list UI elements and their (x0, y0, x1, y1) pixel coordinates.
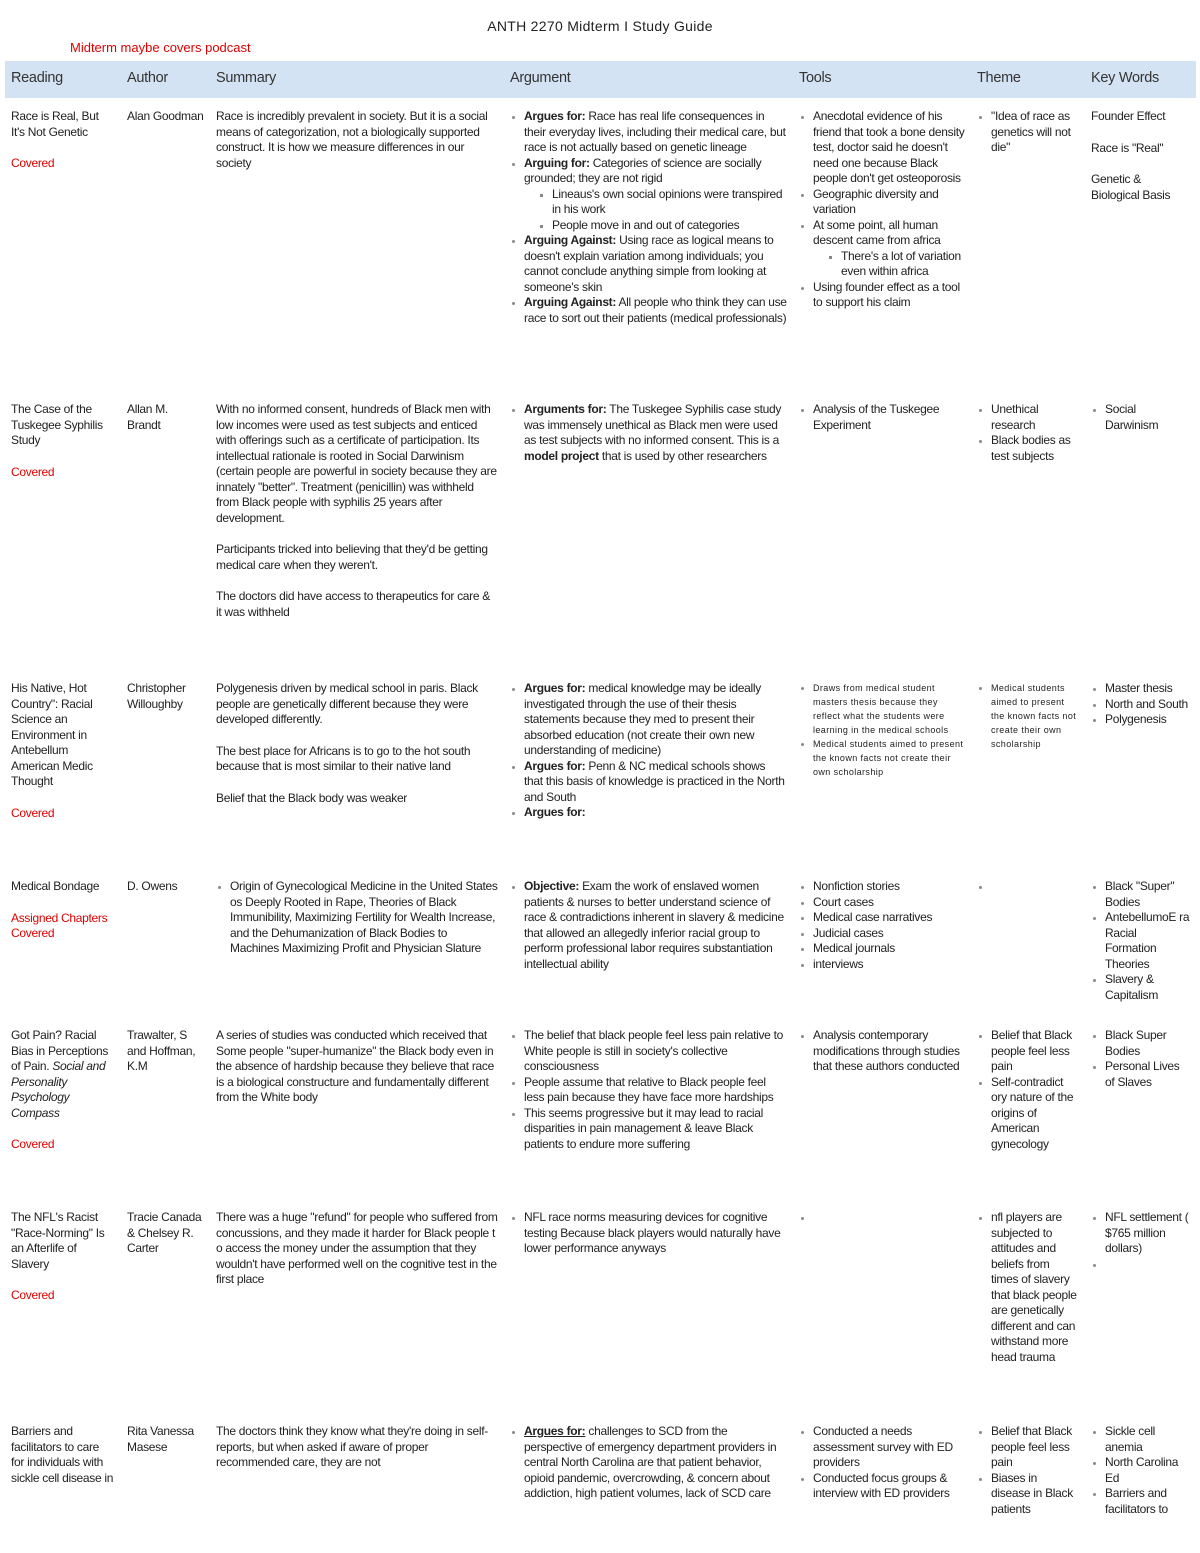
reading-cell (5, 391, 121, 670)
reading-cell (5, 98, 121, 391)
argument-item: • The belief that black people feel less pain relative to White people is still in society's collective consciousness (524, 1028, 787, 1075)
tools-text: At some point, all human descent came from africa (813, 217, 941, 247)
summary-text: The doctors think they know what they're doing in self-reports, but when asked if aware of proper recommended care, they are not (216, 1424, 488, 1469)
argument-cell (504, 868, 793, 1017)
keywords-cell (1085, 670, 1196, 868)
reading-title: Medical Bondage (11, 879, 100, 893)
tools-item: • Medical journals (813, 941, 965, 957)
author-cell: Tracie Canada & Chelsey R. Carter (127, 1210, 202, 1255)
tools-item: • Analysis of the Tuskegee Experiment (813, 402, 965, 433)
summary-cell (210, 1199, 504, 1413)
theme-item: • Belief that Black people feel less pain (991, 1028, 1079, 1075)
summary-text: Belief that the Black body was weaker (216, 790, 408, 805)
theme-cell (971, 868, 1085, 1017)
argument-text: Race has real life consequences in their everyday lives, including their medical care, but race is not actually based on genetic lineage (524, 109, 786, 154)
status-label: Covered (11, 1288, 55, 1302)
theme-cell (971, 1199, 1085, 1413)
summary-cell (210, 98, 504, 391)
theme-item: • Medical students aimed to present the known facts not create their own scholarship (991, 681, 1079, 751)
argument-item (524, 879, 787, 972)
argument-cell (504, 1413, 793, 1517)
keyword: • AntebellumoE ra Racial Formation Theories (1105, 910, 1190, 972)
tools-item: • Anecdotal evidence of his friend that took a bone density test, doctor said he doesn't need one because Black people don't get osteoporosis (813, 109, 965, 187)
reading-cell (5, 1199, 121, 1413)
argument-emphasis: model project (524, 448, 599, 463)
argument-item (524, 805, 787, 821)
theme-cell (971, 98, 1085, 391)
summary-cell (210, 391, 504, 670)
keywords-cell (1085, 391, 1196, 670)
summary-cell (210, 1017, 504, 1199)
col-header-summary: Summary (210, 61, 504, 98)
col-header-tools: Tools (793, 61, 971, 98)
argument-label: Argues for: (524, 681, 586, 695)
argument-label: Arguments for: (524, 402, 607, 416)
study-guide-table (5, 61, 1196, 1517)
keyword: • Social Darwinism (1105, 402, 1190, 433)
keyword: • Personal Lives of Slaves (1105, 1059, 1190, 1090)
tools-cell (793, 98, 971, 391)
author-cell: D. Owens (127, 879, 178, 893)
summary-cell (210, 868, 504, 1017)
argument-item (524, 681, 787, 759)
status-label: Covered (11, 805, 55, 820)
tools-cell (793, 391, 971, 670)
theme-cell (971, 1017, 1085, 1199)
theme-item (991, 879, 1079, 895)
author-cell: Rita Vanessa Masese (127, 1424, 194, 1454)
argument-text: All people who think they can use race to sort out their patients (medical professionals) (524, 295, 787, 325)
argument-item: • This seems progressive but it may lead to racial disparities in pain management & leave Black patients to endure more suffering (524, 1106, 787, 1153)
argument-item (524, 109, 787, 156)
summary-item: • Origin of Gynecological Medicine in the United States os Deeply Rooted in Rape, Theories of Black Immunibility, Maximizing Fertility for Wealth Increase, and the Dehumanization of Black Bodies to Machines Maximizing Profit and Physician Slature (230, 879, 498, 957)
argument-subitem: ▪ Lineaus's own social opinions were transpired in his work (552, 187, 787, 218)
tools-cell (793, 868, 971, 1017)
status-label: Covered (11, 1137, 55, 1151)
summary-text: Polygenesis driven by medical school in paris. Black people are genetically different because they were developed differently. (216, 681, 478, 726)
argument-item (524, 1424, 787, 1502)
tools-item: • Court cases (813, 895, 965, 911)
keywords-cell (1085, 98, 1196, 391)
header-row (5, 61, 1196, 98)
tools-cell (793, 1413, 971, 1517)
keyword: • Black "Super" Bodies (1105, 879, 1190, 910)
argument-text: Penn & NC medical schools shows that this basis of knowledge is practiced in the North and South (524, 758, 785, 804)
theme-item: • Self-contradict ory nature of the origins of American gynecology (991, 1075, 1079, 1153)
reading-cell (5, 868, 121, 1017)
summary-text: The best place for Africans is to go to the hot south because that is most similar to their native land (216, 743, 471, 773)
keywords-cell (1085, 1017, 1196, 1199)
theme-item: • Belief that Black people feel less pain (991, 1424, 1079, 1471)
author-cell: Allan M. Brandt (127, 402, 168, 432)
keywords-cell (1085, 1413, 1196, 1517)
col-header-theme: Theme (971, 61, 1085, 98)
tools-cell (793, 670, 971, 868)
status-label: Covered (11, 156, 55, 170)
keyword: Genetic & Biological Basis (1091, 172, 1171, 202)
keyword: • Black Super Bodies (1105, 1028, 1190, 1059)
argument-text: that is used by other researchers (598, 448, 767, 463)
tools-item: • Using founder effect as a tool to support his claim (813, 280, 965, 311)
argument-label: Argues for: (524, 805, 586, 819)
tools-item: • Medical students aimed to present the known facts not create their own scholarship (813, 737, 965, 779)
status-label: Covered (11, 464, 55, 479)
tools-item: • Nonfiction stories (813, 879, 965, 895)
theme-item: • Biases in disease in Black patients (991, 1471, 1079, 1518)
keyword: • North Carolina Ed (1105, 1455, 1190, 1486)
document-title: ANTH 2270 Midterm I Study Guide (487, 18, 713, 34)
argument-label: Argues for: (524, 758, 586, 773)
reading-cell (5, 670, 121, 868)
argument-label: Argues for: (524, 109, 586, 123)
col-header-reading: Reading (5, 61, 121, 98)
tools-cell (793, 1199, 971, 1413)
summary-cell (210, 1413, 504, 1517)
summary-text: A series of studies was conducted which received that Some people "super-humanize" the Black body even in the absence of hardship because they believe that race is a biological constructure and fundamentally different from the White body (216, 1028, 494, 1104)
argument-label: Argues for: (524, 1424, 586, 1438)
tools-cell (793, 1017, 971, 1199)
argument-subitem: ▪ People move in and out of categories (552, 218, 787, 234)
argument-label: Arguing Against: (524, 233, 617, 247)
theme-cell (971, 391, 1085, 670)
argument-text: Categories of science are socially grounded; they are not rigid (524, 155, 762, 185)
tools-item: • interviews (813, 957, 965, 973)
author-cell: Alan Goodman (127, 109, 204, 123)
theme-item: • nfl players are subjected to attitudes and beliefs from times of slavery that black people are genetically different and can withstand more head trauma (991, 1210, 1079, 1365)
tools-item: • Conducted focus groups & interview with ED providers (813, 1471, 965, 1502)
reading-cell (5, 1017, 121, 1199)
table-row (5, 868, 1196, 1017)
col-header-author: Author (121, 61, 210, 98)
argument-item (524, 759, 787, 806)
keywords-cell (1085, 1199, 1196, 1413)
reading-title: The Case of the Tuskegee Syphilis Study (11, 402, 103, 447)
reading-cell (5, 1413, 121, 1517)
argument-text: challenges to SCD from the perspective of emergency department providers in central North Carolina are that patient behavior, opioid pandemic, overcrowding, & concern about addiction, high patient volumes, lack of SCD care (524, 1424, 777, 1500)
argument-label: Objective: (524, 879, 580, 893)
tools-item: • Conducted a needs assessment survey with ED providers (813, 1424, 965, 1471)
table-row (5, 670, 1196, 868)
keyword: Race is "Real" (1091, 140, 1164, 155)
argument-cell (504, 670, 793, 868)
keyword: • North and South (1105, 697, 1190, 713)
reading-title: The NFL's Racist "Race-Norming" Is an Afterlife of Slavery (11, 1210, 105, 1271)
summary-text: Race is incredibly prevalent in society. But it is a social means of categorization, not a biologically supported construct. It is how we measure differences in our society (216, 109, 488, 170)
reading-journal: Social and Personality Psychology Compass (11, 1059, 106, 1120)
reading-title: Barriers and facilitators to care for individuals with sickle cell disease in (11, 1424, 114, 1485)
tools-item (813, 218, 965, 280)
argument-cell (504, 98, 793, 391)
argument-text: The Tuskegee Syphilis case study was immensely unethical as Black men were used as test subjects with no informed consent. This is a (524, 402, 782, 447)
table-row (5, 98, 1196, 391)
theme-cell (971, 670, 1085, 868)
argument-cell (504, 1199, 793, 1413)
table-row (5, 1413, 1196, 1517)
keywords-cell (1085, 868, 1196, 1017)
argument-item (524, 233, 787, 295)
reading-title: His Native, Hot Country": Racial Science an Environment in Antebellum American Medic Thought (11, 681, 93, 788)
summary-text: With no informed consent, hundreds of Black men with low incomes were used as test subjects and enticed with offerings such as a certificate of participation. Its intellectual rationale is rooted in Social Darwinism (certain people are powerful in society because they are innately "better". Treatment (penicillin) was withheld from Black people with syphilis 25 years after development. (216, 402, 497, 525)
status-label: Covered (11, 926, 55, 940)
theme-cell (971, 1413, 1085, 1517)
theme-item: • "Idea of race as genetics will not die" (991, 109, 1079, 156)
col-header-argument: Argument (504, 61, 793, 98)
argument-text: Exam the work of enslaved women patients & nurses to better understand science of race & contradictions inherent in slavery & medicine that allowed an allegedly inferior racial group to perform professional labor requires substantiation intellectual ability (524, 879, 784, 971)
table-row (5, 1199, 1196, 1413)
argument-item: • NFL race norms measuring devices for cognitive testing Because black players would naturally have lower performance anyways (524, 1210, 787, 1257)
summary-text: The doctors did have access to therapeutics for care & it was withheld (216, 589, 490, 619)
argument-item: • People assume that relative to Black people feel less pain because they have face more hardships (524, 1075, 787, 1106)
podcast-note: Midterm maybe covers podcast (70, 40, 251, 55)
tools-item: • Draws from medical student masters thesis because they reflect what the students were learning in the medical schools (813, 681, 965, 737)
tools-item: • Geographic diversity and variation (813, 187, 965, 218)
argument-text: medical knowledge may be ideally investigated through the use of their thesis statements because they med to present their absorbed education (not create their own new understanding of medicine) (524, 681, 761, 757)
tools-item (813, 1210, 965, 1226)
tools-subitem: ▪ There's a lot of variation even within africa (841, 249, 965, 280)
keyword: • Master thesis (1105, 681, 1190, 697)
keyword: • NFL settlement ( $765 million dollars) (1105, 1210, 1190, 1257)
argument-label: Arguing Against: (524, 295, 617, 309)
reading-title: Race is Real, But It's Not Genetic (11, 109, 99, 139)
summary-text: There was a huge "refund" for people who suffered from concussions, and they made it harder for Black people t o access the money under the assumption that they wouldn't have performed well on the cognitive test in the first place (216, 1210, 498, 1286)
status-label: Assigned Chapters (11, 910, 108, 925)
argument-text: Using race as logical means to doesn't explain variation among individuals; you cannot conclude anything simple from looking at someone's skin (524, 233, 774, 294)
tools-item: • Judicial cases (813, 926, 965, 942)
keyword: • Barriers and facilitators to (1105, 1486, 1190, 1517)
table-row (5, 1017, 1196, 1199)
col-header-keywords: Key Words (1085, 61, 1196, 98)
argument-label: Arguing for: (524, 155, 590, 170)
tools-item: • Medical case narratives (813, 910, 965, 926)
keyword: • Slavery & Capitalism (1105, 972, 1190, 1003)
argument-cell (504, 1017, 793, 1199)
theme-item: • Unethical research (991, 402, 1079, 433)
tools-item: • Analysis contemporary modifications through studies that these authors conducted (813, 1028, 965, 1075)
table-row (5, 391, 1196, 670)
author-cell: Christopher Willoughby (127, 681, 186, 711)
theme-item: • Black bodies as test subjects (991, 433, 1079, 464)
argument-item (524, 295, 787, 326)
summary-text: Participants tricked into believing that they'd be getting medical care when they weren't. (216, 542, 488, 572)
argument-cell (504, 391, 793, 670)
keyword: Founder Effect (1091, 109, 1166, 123)
argument-item (524, 156, 787, 234)
keyword: • Polygenesis (1105, 712, 1190, 728)
summary-cell (210, 670, 504, 868)
keyword (1105, 1257, 1190, 1273)
argument-item (524, 402, 787, 464)
author-cell: Trawalter, S and Hoffman, K.M (127, 1028, 196, 1073)
keyword: • Sickle cell anemia (1105, 1424, 1190, 1455)
reading-title: Got Pain? Racial Bias in Perceptions of Pain. (11, 1028, 109, 1073)
